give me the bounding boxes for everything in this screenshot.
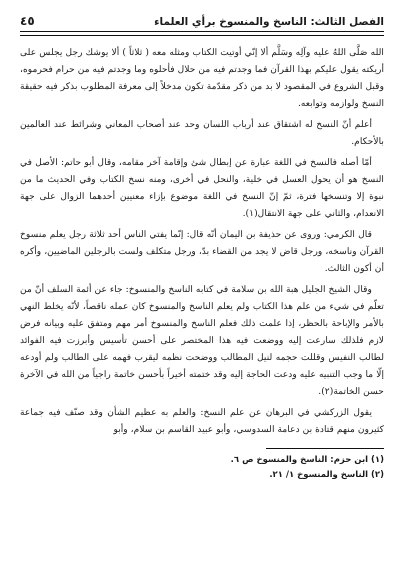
paragraph: قال الكرمي: وروى عن حذيفة بن اليمان أنّه قال: إنّما يفتي الناس أحد ثلاثة رجل يعلم منسوخ القرآن وناسخه، ورجل قاض لا يجد من القضاء بدّ، ورجل متكلف ولست بالرجلين الماضيين، وأكره أن أكون الثالث. xyxy=(20,229,384,274)
page-header xyxy=(20,14,384,29)
chapter-title: الفصل الثالث: الناسخ والمنسوخ برأي العلماء xyxy=(154,16,384,28)
footnote: (٢) الناسخ والمنسوخ ١/ ٢١. xyxy=(269,470,384,480)
footnote: (١) ابن حزم: الناسخ والمنسوخ ص ٦. xyxy=(230,455,384,465)
paragraph: يقول الزركشي في البرهان عن علم النسخ: والعلم به عظيم الشأن وقد صنّف فيه جماعة كثيرون منهم قتادة بن دعامة السدوسي، وأبو عبيد القاسم بن سلام، وأبو xyxy=(20,407,384,435)
paragraph: وقال الشيخ الجليل هبة الله بن سلامة في كتابه الناسخ والمنسوخ: جاء عن أئمة السلف أنّ من تعلّم في شيء من علم هذا الكتاب ولم يعلم الناسخ والمنسوخ كان عمله ناقصاً، لأنّه يخلط النهي بالأمر والإباحة بالحظر، إذا علمت ذلك فعلم الناسخ والمنسوخ أمر مهم ومتفق عليه وبيانه فرض لازم فلذلك سارعت إليه ووضعت فيه هذا المختصر على أحسن تأسيس وأبرزت فيه الفوائد لطالب النفيس وقللت حجمه لنيل المطالب ووضحت نظمه ليقرب فهمه على الطالب ولم أودعه إلّا ما وجب التنبيه عليه ودعت الحاجة إليه وقد ختمته أخيراً بأحسن خاتمة راجياً من الله في الآخرة حسن الخاتمة(٢). xyxy=(20,284,384,397)
paragraph: أعلم أنّ النسخ له اشتقاق عند أرباب اللسان وحد عند أصحاب المعاني وشرائط عند العالمين بالأحكام. xyxy=(20,119,384,147)
footnote-separator xyxy=(266,448,384,449)
paragraph: أمّا أصله فالنسخ في اللغة عبارة عن إبطال شئ وإقامة آخر مقامه، وقال أبو حاتم: الأصل في النسخ هو أن يحول العسل في خلية، والنحل في أخرى، ومنه نسخ الكتاب وفي الحديث ما من نبوة إلا وتنسخها فترة، ثمّ إنّ النسخ في اللغة موضوع بإزاء معنيين أحدهما الزوال على جهة الانعدام، والثاني على جهة الانتقال(١). xyxy=(20,157,384,219)
header-rule xyxy=(20,31,384,36)
page-number: ٤٥ xyxy=(20,14,35,28)
footnotes xyxy=(20,453,384,483)
body-text xyxy=(20,44,384,438)
paragraph: الله صَلَّى اللهُ عليه وآلِه وسَلَّم ألا إنّي أوتيت الكتاب ومثله معه ( ثلاثاً ) ألا يوشك رجل يجلس على أريكته يقول عليكم بهذا القرآن فما وجدتم فيه من حلال فأحلوه وما وجدتم فيه من حرام فحرموه، وقبل الشروع في المقصود لا بد من ذكر مقدّمة تكون مدخلاً إلى معرفة المطلوب بذكر فيه حقيقة النسخ ولوازمه وتوابعه. xyxy=(20,47,384,109)
